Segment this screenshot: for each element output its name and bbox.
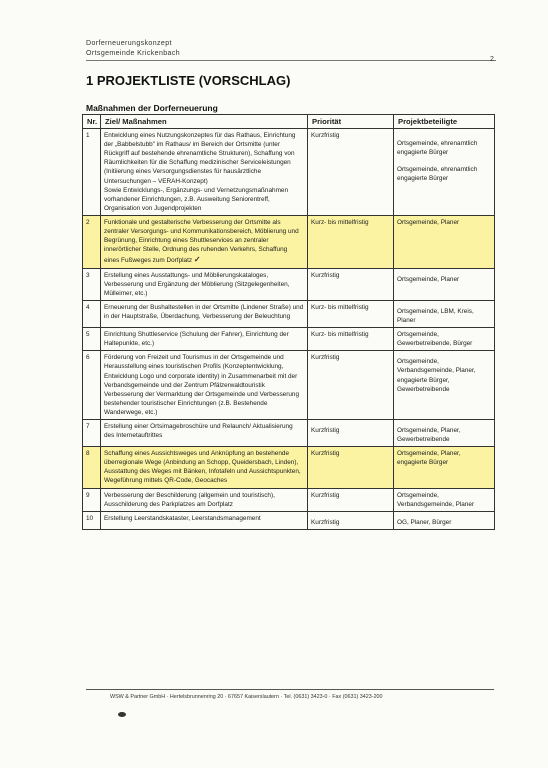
priority-cell: Kurz- bis mittelfristig xyxy=(308,328,394,351)
measure-cell: Erstellung einer Ortsimagebroschüre und Relaunch/ Aktualisierung des Internetauftrittes xyxy=(101,420,308,447)
measure-cell: Schaffung eines Aussichtsweges und Anknüpfung an bestehende überregionale Wege (Anbindung an Schopp, Queidersbach, Linden), Ausstattung des Weges mit Bänken, Infotafeln und Aussichtspunkten, Wegeführung mittels QR-Code, Geocaches xyxy=(101,447,308,488)
row-number: 7 xyxy=(83,420,101,447)
measure-cell: Einrichtung Shuttleservice (Schulung der Fahrer), Einrichtung der Haltepunkte, etc.) xyxy=(101,328,308,351)
participants-text-secondary: Ortsgemeinde, ehrenamtlich engagierte Bürger xyxy=(397,166,478,183)
checkmark-icon: ✓ xyxy=(193,255,201,265)
participants-cell xyxy=(394,268,495,300)
participants-text: Ortsgemeinde, Planer xyxy=(397,275,460,283)
participants-cell xyxy=(394,351,495,420)
participants-cell xyxy=(394,300,495,327)
priority-cell: Kurz- bis mittelfristig xyxy=(308,300,394,327)
measure-text: Entwicklung eines Nutzungskonzeptes für das Rathaus, Einrichtung der „Babbelstubb" im Rathaus/ im Bereich der Ortsmitte (unter Rückgriff auf bestehende ehrenamtliche Strukturen), Schaffung von Räumlichkeiten für die Schaffung medizinischer Serviceleistungen (Initiierung eines Versorgungsdienstes für hausärztliche Untersuchungen – VERAH-Konzept) xyxy=(104,132,296,185)
row-number: 1 xyxy=(83,129,101,216)
measure-cell: Erneuerung der Bushaltestellen in der Ortsmitte (Lindener Straße) und in der Hauptstraße, Überdachung, Verbesserung der Beleuchtung xyxy=(101,300,308,327)
column-header-measures: Ziel/ Maßnahmen xyxy=(101,115,308,129)
measure-cell xyxy=(101,215,308,268)
participants-text: Ortsgemeinde, Planer, Gewerbetreibende xyxy=(397,427,461,444)
row-number: 5 xyxy=(83,328,101,351)
participants-cell xyxy=(394,511,495,529)
table-row xyxy=(83,420,495,447)
measure-text: Funktionale und gestalterische Verbesserung der Ortsmitte als zentraler Versorgungs- und Kommunikationsbereich, Möblierung und Begrünung, Einrichtung eines Shuttleservices an zentraler innerörtlicher Stelle, Ordnung des ruhenden Verkehrs, Schaffung eines Fußweges zum Dorfplatz xyxy=(104,218,299,265)
priority-cell: Kurzfristig xyxy=(308,351,394,420)
table-row xyxy=(83,351,495,420)
participants-cell: Ortsgemeinde, Gewerbetreibende, Bürger xyxy=(394,328,495,351)
priority-cell xyxy=(308,511,394,529)
priority-cell: Kurzfristig xyxy=(308,488,394,511)
column-header-priority: Priorität xyxy=(308,115,394,129)
row-number: 6 xyxy=(83,351,101,420)
footer-address: WSW & Partner GmbH · Hertelsbrunnenring 20 · 67657 Kaiserslautern · Tel. (0631) 3423-0 · Fax (0631) 3423-200 xyxy=(110,694,383,700)
column-header-nr: Nr. xyxy=(83,115,101,129)
row-number: 8 xyxy=(83,447,101,488)
participants-cell: Ortsgemeinde, Planer xyxy=(394,215,495,268)
header-municipality: Ortsgemeinde Krickenbach xyxy=(86,50,181,57)
page-title: 1 PROJEKTLISTE (VORSCHLAG) xyxy=(86,73,291,88)
table-row xyxy=(83,129,495,216)
priority-cell: Kurzfristig xyxy=(308,268,394,300)
measure-cell: Verbesserung der Beschilderung (allgemein und touristisch), Ausschilderung des Parkplatzes am Dorfplatz xyxy=(101,488,308,511)
priority-cell xyxy=(308,420,394,447)
page-number: 2 xyxy=(490,56,494,63)
measure-text: Förderung von Freizeit und Tourismus in der Ortsgemeinde und Herausstellung eines touristischen Profils (Konzeptentwicklung, Entwicklung Logo und corporate identity) in Zusammenarbeit mit der Verbandsgemeinde und der Zentrum Pfälzerwaldtouristik xyxy=(104,354,298,389)
measure-cell: Erstellung eines Ausstattungs- und Möblierungskataloges, Verbesserung und Ergänzung der Möblierung (Sitzgelegenheiten, Mülleimer, etc.) xyxy=(101,268,308,300)
row-number: 9 xyxy=(83,488,101,511)
table-row xyxy=(83,511,495,529)
column-header-participants: Projektbeteiligte xyxy=(394,115,495,129)
participants-text: OG, Planer, Bürger xyxy=(397,518,452,526)
participants-cell xyxy=(394,129,495,216)
table-row xyxy=(83,488,495,511)
participants-cell: Ortsgemeinde, Verbandsgemeinde, Planer xyxy=(394,488,495,511)
row-number: 3 xyxy=(83,268,101,300)
header-project-name: Dorferneuerungskonzept xyxy=(86,40,172,47)
table-row xyxy=(83,328,495,351)
participants-text: Ortsgemeinde, ehrenamtlich engagierte Bürger xyxy=(397,140,478,157)
participants-cell xyxy=(394,420,495,447)
table-row-highlighted xyxy=(83,447,495,488)
priority-cell: Kurzfristig xyxy=(308,447,394,488)
footer-divider xyxy=(86,689,494,690)
priority-cell: Kurz- bis mittelfristig xyxy=(308,215,394,268)
participants-text: Ortsgemeinde, Verbandsgemeinde, Planer, engagierte Bürger, Gewerbetreibende xyxy=(397,358,476,393)
header-divider xyxy=(86,60,496,61)
participants-cell: Ortsgemeinde, Planer, engagierte Bürger xyxy=(394,447,495,488)
row-number: 4 xyxy=(83,300,101,327)
measure-cell xyxy=(101,129,308,216)
priority-text: Kurzfristig xyxy=(311,427,340,434)
table-row xyxy=(83,268,495,300)
measure-text-secondary: Verbesserung der Vermarktung der Ortsgemeinde und Verbesserung bestehender touristischer Einrichtungen (z.B. Bestehende Wanderwege, etc.) xyxy=(104,390,300,416)
table-row-highlighted xyxy=(83,215,495,268)
row-number: 10 xyxy=(83,511,101,529)
table-row xyxy=(83,300,495,327)
measure-cell xyxy=(101,351,308,420)
priority-text: Kurzfristig xyxy=(311,518,340,526)
table-header-row xyxy=(83,115,495,129)
row-number: 2 xyxy=(83,215,101,268)
measure-text-secondary: Sowie Entwicklungs-, Ergänzungs- und Vernetzungsmaßnahmen vorhandener Einrichtungen, z.B. Ausweitung Seniorentreff, Organisation von Jugendprojekten xyxy=(104,186,289,212)
measure-cell: Erstellung Leerstandskataster, Leerstandsmanagement xyxy=(101,511,308,529)
participants-text: Ortsgemeinde, LBM, Kreis, Planer xyxy=(397,307,474,325)
section-subtitle: Maßnahmen der Dorferneuerung xyxy=(86,103,218,113)
scan-speck xyxy=(118,712,126,717)
project-table xyxy=(82,114,495,530)
priority-cell: Kurzfristig xyxy=(308,129,394,216)
